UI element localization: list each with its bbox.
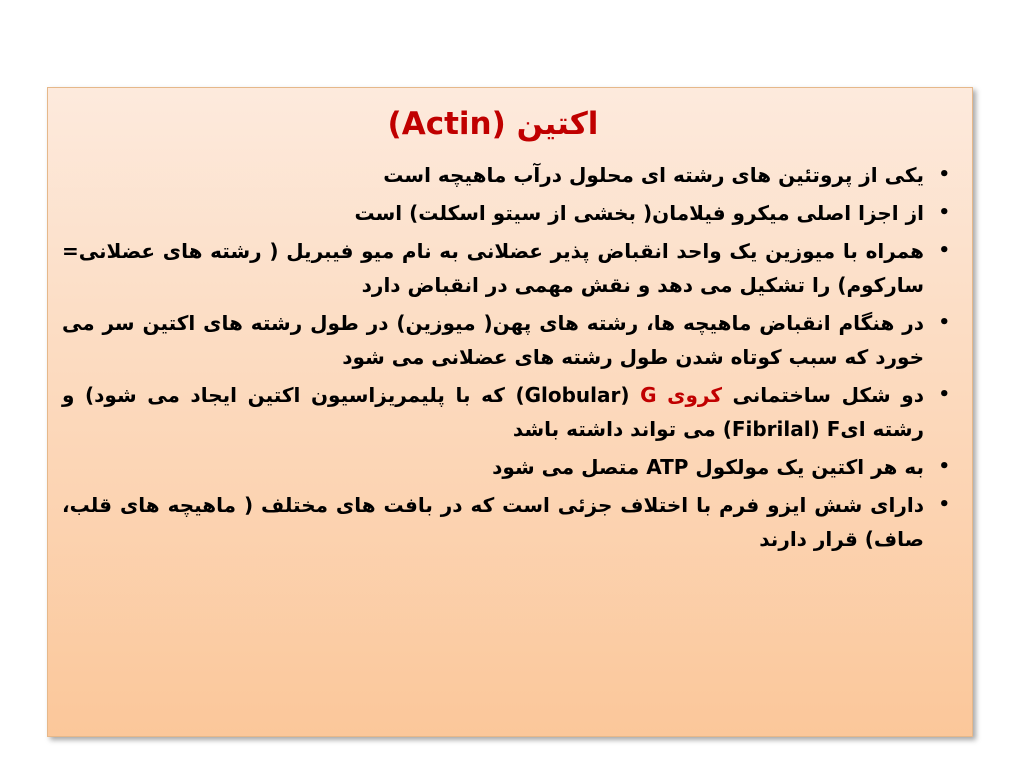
list-item <box>62 306 950 374</box>
latin-term: (Fibrilal) <box>722 417 827 441</box>
slide-title <box>62 100 924 148</box>
bullet-list <box>62 158 950 556</box>
bullet-text-part: به هر اکتین یک مولکول <box>688 455 924 479</box>
list-item <box>62 196 950 230</box>
bullet-text-part: متصل می شود <box>492 455 647 479</box>
list-item <box>62 488 950 556</box>
latin-term: F <box>826 417 841 441</box>
bullet-icon: • <box>938 164 950 185</box>
latin-term: (Globular) <box>515 383 630 407</box>
latin-term: ATP <box>646 455 689 479</box>
bullet-text: یکی از پروتئین های رشته ای محلول درآب ماهیچه است <box>383 163 924 187</box>
list-item <box>62 234 950 302</box>
title-persian: اکتین <box>516 106 599 142</box>
bullet-icon: • <box>938 456 950 477</box>
bullet-icon: • <box>938 494 950 515</box>
bullet-text: از اجزا اصلی میکرو فیلامان( بخشی از سیتو اسکلت) است <box>354 201 924 225</box>
list-item <box>62 378 950 446</box>
bullet-text-part: G <box>629 383 668 407</box>
bullet-text-part: که با پلیمریزاسیون اکتین ایجاد می شود) و رشته ای <box>62 383 924 441</box>
bullet-text-part: می تواند داشته باشد <box>512 417 723 441</box>
bullet-text: در هنگام انقباض ماهیچه ها، رشته های پهن( میوزین) در طول رشته های اکتین سر می خورد که سبب کوتاه شدن طول رشته های عضلانی می شود <box>62 311 924 369</box>
bullet-text-part: دو شکل ساختمانی <box>721 383 924 407</box>
bullet-icon: • <box>938 384 950 405</box>
content-box <box>47 87 973 737</box>
bullet-icon: • <box>938 202 950 223</box>
title-latin: (Actin) <box>387 106 506 142</box>
bullet-icon: • <box>938 312 950 333</box>
list-item <box>62 158 950 192</box>
highlight-word: کروی <box>667 383 722 407</box>
bullet-icon: • <box>938 240 950 261</box>
bullet-text: همراه با میوزین یک واحد انقباض پذیر عضلانی به نام میو فیبریل ( رشته های عضلانی= سارکوم) را تشکیل می دهد و نقش مهمی در انقباض دارد <box>62 239 924 297</box>
list-item <box>62 450 950 484</box>
bullet-text: دارای شش ایزو فرم با اختلاف جزئی است که در بافت های مختلف ( ماهیچه های قلب، صاف) قرار دارند <box>62 493 924 551</box>
